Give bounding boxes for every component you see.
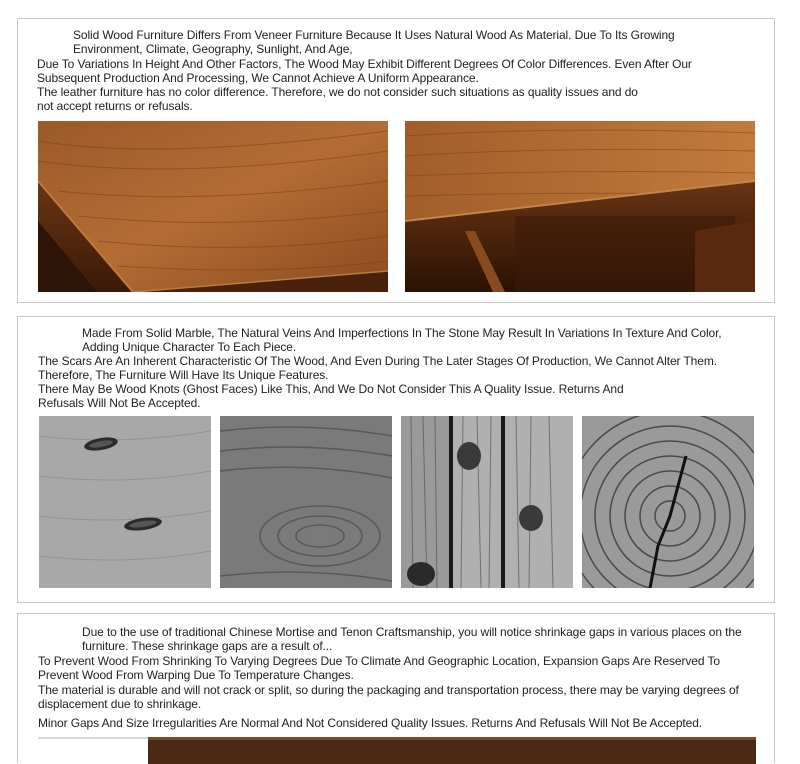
paragraph: Solid Wood Furniture Differs From Veneer Furniture Because It Uses Natural Wood As Material. Due To Its Growing Environment, Climate, Geography, Sunlight, And Age, xyxy=(73,28,675,56)
paragraph: Made From Solid Marble, The Natural Veins And Imperfections In The Stone May Result In Variations In Texture And Color, Adding Unique Character To Each Piece. xyxy=(82,326,722,354)
color-difference-panel xyxy=(17,18,775,303)
wood-table-corner-photo xyxy=(38,121,388,292)
paragraph: There May Be Wood Knots (Ghost Faces) Like This, And We Do Not Consider This A Quality Issue. Returns And Refusals Will Not Be Accepted. xyxy=(38,382,624,410)
wood-knot-planks-photo xyxy=(401,416,573,588)
paragraph: Minor Gaps And Size Irregularities Are Normal And Not Considered Quality Issues. Returns And Refusals Will Not Be Accepted. xyxy=(38,716,703,730)
wood-grain-swirl-photo xyxy=(220,416,392,588)
paragraph: The Scars Are An Inherent Characteristic Of The Wood, And Even During The Later Stages Of Production, We Cannot Alter Them. Therefore, The Furniture Will Have Its Unique Features. xyxy=(38,354,717,382)
wood-scar-photo xyxy=(39,416,211,588)
paragraph: To Prevent Wood From Shrinking To Varying Degrees Due To Climate And Geographic Location, Expansion Gaps Are Reserved To Prevent Wood From Warping Due To Temperature Changes. xyxy=(38,654,720,682)
color-difference-text xyxy=(37,28,757,113)
shrinkage-gap-photo xyxy=(38,737,756,764)
shrinkage-gap-text xyxy=(38,625,758,730)
wood-texture-panel xyxy=(17,316,775,603)
shrinkage-gap-panel xyxy=(17,613,775,763)
wood-texture-text xyxy=(38,326,758,410)
paragraph: The leather furniture has no color difference. Therefore, we do not consider such situations as quality issues and do not accept returns or refusals. xyxy=(37,85,638,113)
wood-rings-crack-photo xyxy=(582,416,754,588)
paragraph: Due To Variations In Height And Other Factors, The Wood May Exhibit Different Degrees Of Color Differences. Even After Our Subsequent Production And Processing, We Cannot Achieve A Uniform Appearance. xyxy=(37,57,692,85)
paragraph: The material is durable and will not crack or split, so during the packaging and transportation process, there may be varying degrees of displacement due to shrinkage. xyxy=(38,683,739,711)
wood-cabinet-top-photo xyxy=(405,121,755,292)
paragraph: Due to the use of traditional Chinese Mortise and Tenon Craftsmanship, you will notice shrinkage gaps in various places on the furniture. These shrinkage gaps are a result of... xyxy=(82,625,742,653)
